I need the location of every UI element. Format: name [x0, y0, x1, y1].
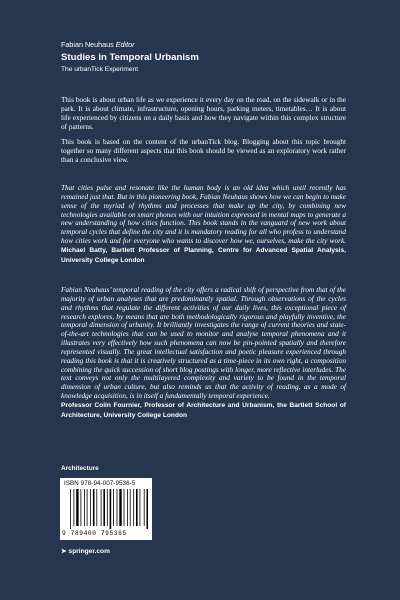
- barcode-bar: [119, 489, 121, 526]
- barcode-bar: [81, 489, 82, 526]
- website-label: springer.com: [68, 548, 110, 555]
- editor-role: Editor: [115, 40, 135, 49]
- description-paragraph-1: This book is about urban life as we experience it every day on the road, on the sidewalk or in the park. It is about climate, infrastructure, opening hours, parking meters, timetables… It is about life experienced by citizens on a daily basis and how they navigate within this complex structure of patterns.: [61, 96, 346, 131]
- barcode-bar: [133, 489, 134, 526]
- barcode-bar: [136, 489, 138, 526]
- barcode-bar: [103, 489, 105, 526]
- barcode-bar: [127, 489, 128, 526]
- publisher-website[interactable]: [61, 547, 110, 555]
- book-title: Studies in Temporal Urbanism: [61, 52, 199, 63]
- quote-2-attribution: Professor Colin Fournier, Professor of Architecture and Urbanism, the Bartlett School of Architecture, University College London: [61, 401, 346, 419]
- barcode-bar: [144, 489, 145, 526]
- barcode-bar: [107, 489, 108, 526]
- barcode-bar: [90, 489, 91, 526]
- barcode-bar: [70, 489, 71, 529]
- barcode-bar: [124, 489, 125, 526]
- barcode-bar: [96, 489, 97, 526]
- arrow-right-icon: ➤: [61, 548, 67, 555]
- isbn-label: ISBN 978-94-007-9536-5: [64, 480, 136, 487]
- quote-1-text: That cities pulse and resonate like the human body is an old idea which until recently has remained just that. But in this pioneering book, Fabian Neuhaus shows how we can begin to make sense of the myriad of rhythms and processes that make up the city, by combining new technologies available on smart phones with our intuition expressed in mental maps to generate a new understanding of how cities function. This book stands in the vanguard of new work about temporal cycles that define the city and it is mandatory reading for all who profess to understand how cities work and for everyone who wants to discover how we, ourselves, make the city work.: [61, 184, 346, 246]
- quote-2-text: Fabian Neuhaus’ temporal reading of the city offers a radical shift of perspective from that of the majority of urban analyses that are predominantly spatial. Through observations of the cycles and rhythms that regulate the different activities of our daily lives, this exceptional piece of research explores, by means that are both methodologically rigorous and playfully inventive, the temporal dimension of urbanity. It brilliantly investigates the range of current theories and state-of-the-art technologies that can be used to monitor and analyse temporal phenomena and it illustrates very effectively how such phenomena can now be pin-pointed spatially and therefore represented visually. The great intellectual satisfaction and poetic pleasure experienced through reading this book is that it is creatively structured as a time-piece in its own right, a composition combining the quick succession of short blog postings with longer, more reflective interludes. The text conveys not only the multilayered complexity and variety to be found in the temporal dimension of urban culture, but also reminds us that the activity of reading, as a mode of knowledge acquisition, is in itself a fundamentally temporal experience.: [61, 286, 346, 401]
- category-label: Architecture: [61, 465, 99, 472]
- barcode-bar: [101, 489, 102, 526]
- barcode-bar: [130, 489, 131, 526]
- book-subtitle: The urbanTick Experiment: [61, 66, 139, 73]
- barcode-bar: [140, 489, 141, 526]
- description-paragraph-2: This book is based on the content of the urbanTick blog. Blogging about this topic brought together so many different aspects that this book should be viewed as an exploratory work rather than a conclusive view.: [61, 138, 346, 164]
- editor-name: Fabian Neuhaus: [61, 40, 114, 49]
- endorsement-quote-1: [61, 184, 346, 266]
- barcode-bar: [110, 489, 112, 529]
- editor-line: [61, 40, 135, 49]
- quote-1-attribution: Michael Batty, Bartlett Professor of Planning, Centre for Advanced Spatial Analysis, University College London: [61, 246, 346, 264]
- isbn-barcode: [60, 478, 152, 540]
- endorsement-quote-2: [61, 286, 346, 421]
- barcode-bar: [74, 489, 75, 526]
- barcode-bar: [147, 489, 149, 529]
- barcode-bar: [87, 489, 88, 526]
- barcode-bar: [84, 489, 85, 526]
- barcode-bars: [70, 489, 148, 529]
- barcode-bar: [93, 489, 95, 526]
- barcode-bar: [113, 489, 114, 526]
- barcode-bar: [76, 489, 78, 526]
- barcode-bar: [117, 489, 118, 526]
- barcode-digits: 9 789400 795365: [62, 530, 127, 537]
